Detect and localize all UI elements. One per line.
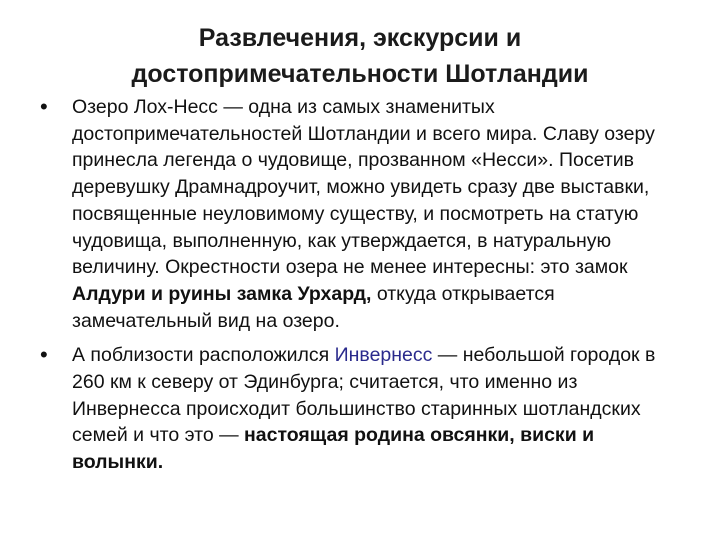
bullet-dot-icon: • [40,342,48,368]
bullet-list [40,94,690,484]
bullet-item-loch-ness [40,94,690,334]
inverness-link[interactable]: Инвернесс [334,344,433,367]
title-line-2: достопримечательности Шотландии [131,60,589,88]
bullet-item-inverness [40,342,690,476]
slide-title [80,20,640,92]
bullet-text: Озеро Лох-Несс — одна из самых знаменитых достопримечательностей Шотландии и всего мира. Славу озеру принесла легенда о чудовище, прозванном «Несси». Посетив деревушку Драмнадроучит, можно увидеть сразу две выставки, посвященные неуловимому существу, и посмотреть на статую чудовища, выполненную, как утверждается, в натуральную величину. Окрестности озера не менее интересны: это замок [72,96,655,279]
bullet-text: А поблизости расположился [72,344,335,367]
title-line-1: Развлечения, экскурсии и [198,24,522,52]
bullet-dot-icon: • [40,94,48,119]
bullet-bold-text: настоящая родина овсянки, виски и волынки. [72,424,595,474]
bullet-text-end: откуда открывается замечательный вид на озеро. [72,282,555,332]
bullet-bold-text: Алдури и руины замка Урхард, [72,282,372,305]
bullet-text-middle: — небольшой городок в 260 км к северу от Эдинбурга; считается, что именно из Инвернесса происходит большинство старинных шотландских семей и что это — [72,344,656,447]
